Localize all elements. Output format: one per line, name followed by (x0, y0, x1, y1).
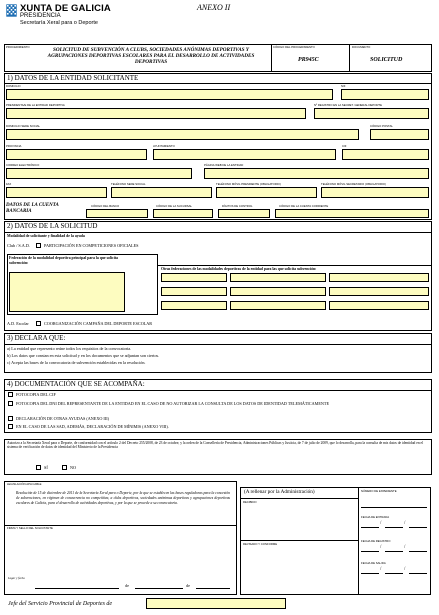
lugar-fecha-label: Lugar y fecha (8, 576, 25, 580)
ad-escolar-label: A.D. Escolar (7, 321, 29, 326)
proc-label: PROCEDIMIENTO (6, 45, 30, 49)
otras-federacion-3[interactable] (329, 273, 429, 282)
codigo-sucursal-label: CÓDIGO DE LA SUCURSAL (156, 204, 193, 208)
ayuntamiento-label: AYUNTAMIENTO (153, 144, 175, 148)
tel-presidente-input[interactable] (216, 187, 317, 198)
fecha-registro-slash1: / (380, 545, 382, 550)
otras-federacion-4[interactable] (161, 287, 227, 296)
fax-input[interactable] (6, 187, 107, 198)
federacion-label: Federación de la modalidad deportiva principal para la que solicita subvención: (9, 256, 118, 265)
codigo-banco-input[interactable] (86, 209, 148, 218)
coorganizacion-checkbox[interactable] (36, 321, 41, 326)
autoriza-no-checkbox[interactable] (62, 465, 67, 470)
revisado-label: REVISADO Y CONFORME (243, 542, 278, 546)
numero-expediente-label: NÚMERO DE EXPEDIENTE (361, 489, 397, 493)
registro-label: Nº REGISTRO EN LA SECRET. GENERAL DEPORTE (314, 103, 383, 107)
fecha-registro-slash2: / (404, 545, 406, 550)
doc-minimis-label: EN EL CASO DE LAS SAD, ADEMÁS, DECLARACIÓN DE MÍNIMIS (ANEXO VIII). (16, 424, 169, 429)
mes-fill[interactable] (135, 588, 183, 589)
otras-federaciones-label: Otras federaciones de las modalidades deportivas de la entidad para las que solicita subvención: (161, 267, 317, 271)
code-label: CÓDIGO DEL PROCEDIMIENTO (273, 45, 315, 49)
fax-label: FAX (6, 182, 12, 186)
section4-title: 4) DOCUMENTACIÓN QUE SE ACOMPAÑA: (7, 380, 145, 388)
recibido-label: RECIBIDO (243, 500, 257, 504)
otras-federacion-6[interactable] (329, 287, 429, 296)
secretaria-label: Secretaría Xeral para o Deporte (20, 20, 98, 26)
autoriza-si-checkbox[interactable] (36, 465, 41, 470)
provincia-label: PROVINCIA (6, 144, 22, 148)
fecha-registro-fill[interactable] (361, 545, 427, 552)
codigo-sucursal-input[interactable] (153, 209, 213, 218)
fecha-entrada-slash2: / (404, 521, 406, 526)
fecha-salida-label: FECHA DE SALIDA (361, 561, 386, 565)
section2-title: 2) DATOS DE LA SOLICITUD (7, 222, 98, 230)
fecha-registro-label: FECHA DE REGISTRO (361, 539, 391, 543)
otras-federacion-9[interactable] (329, 301, 429, 310)
nif-input[interactable] (341, 89, 429, 100)
otras-federacion-1[interactable] (161, 273, 227, 282)
tel-presidente-label: TELÉFONO MÓVIL PRESIDENTE (OBLIGATORIO) (216, 182, 281, 186)
declara-a: a) La entidad que represento reúne todos los requisitos de la convocatoria. (7, 346, 132, 351)
otras-federacion-5[interactable] (230, 287, 326, 296)
participacion-label: PARTICIPACIÓN EN COMPETICIONES OFICIALES (44, 243, 139, 248)
lugar-fill[interactable] (35, 588, 119, 589)
declara-c: c) Acepta las bases de la convocatoria de subvención establecidas en la resolución. (7, 360, 146, 365)
fecha-de2: de (186, 583, 190, 588)
doc-minimis-checkbox[interactable] (8, 424, 13, 429)
provincia-input[interactable] (6, 149, 147, 160)
numero-expediente-fill[interactable] (361, 507, 427, 508)
cuenta-label: DATOS DE LA CUENTA BANCARIA (6, 203, 59, 214)
tel-secretario-input[interactable] (321, 187, 429, 198)
domicilio-input[interactable] (6, 89, 333, 100)
ayuntamiento-input[interactable] (153, 149, 336, 160)
codigo-banco-label: CÓDIGO DEL BANCO (91, 204, 120, 208)
fecha-salida-slash1: / (380, 567, 382, 572)
cif-input[interactable] (342, 149, 429, 160)
xunta-logo (6, 4, 17, 17)
registro-input[interactable] (314, 108, 429, 119)
doc-dni-label: FOTOCOPIA DEL DNI DEL REPRESENTANTE DE LA ENTIDAD EN EL CASO DE NO AUTORIZAR LA CONSULTA DE LOS DATOS DE IDENTIDAD TELEMÁTICAMENTE (16, 401, 330, 406)
coorganizacion-label: COORGANIZACIÓN CAMPAÑA DEL DEPORTE ESCOLAR (44, 321, 153, 326)
procedure-code: PR945C (298, 57, 319, 63)
document-type: SOLICITUD (370, 57, 403, 63)
fecha-salida-fill[interactable] (361, 567, 427, 574)
participacion-checkbox[interactable] (36, 243, 41, 248)
xunta-shield-icon (6, 4, 17, 17)
fecha-de1: de (125, 583, 129, 588)
codigo-postal-label: CÓDIGO POSTAL (370, 124, 393, 128)
fecha-entrada-slash1: / (380, 521, 382, 526)
doc-otras-ayudas-checkbox[interactable] (8, 416, 13, 421)
tel-sede-input[interactable] (111, 187, 212, 198)
provincia-servicio-input[interactable] (146, 598, 286, 609)
legislacion-text: Resolución de 15 de diciembre de 2011 de la Secretaría Xeral para o Deporte, por la que se establecen las bases reguladoras para la concesión de subvenciones, en régimen de concurrencia no competitiva, a clubs deportivos, sociedades anónimas deportivas y agrupaciones deportivas escolares de Galicia, para el desarrollo de actividades deportivas, y por la que se procede a su convocatoria. (16, 491, 230, 505)
section3-title: 3) DECLARA QUE: (7, 334, 66, 342)
authorization-text: Autorizo a la Secretaría Xeral para o Deporte, de conformidad con el artículo 2 del Decreto 255/2008, de 23 de octubre, y la orden de la Consellería de Presidencia, Administraciones Públicas y Justicia, de 7 de julio de 2009, que lo desarrolla, para la consulta de mis datos de identidad en el sistema de verificación de datos de identidad del Ministerio de la Presidencia (7, 441, 424, 450)
cif-label: CIF (342, 144, 347, 148)
domicilio-label: DOMICILIO (6, 84, 21, 88)
correo-label: CORREO ELECTRÓNICO (6, 163, 40, 167)
doc-cif-label: FOTOCOPIA DEL CIF (16, 392, 56, 397)
doc-label: DOCUMENTO (352, 45, 371, 49)
presidencia-label: PRESIDENCIA (20, 13, 61, 19)
presidente-input[interactable] (6, 108, 306, 119)
federacion-principal-input[interactable] (9, 272, 125, 312)
digitos-control-label: DÍGITOS DE CONTROL (222, 204, 253, 208)
doc-dni-checkbox[interactable] (8, 401, 13, 406)
admin-label: (A rellenar por la Administración) (244, 489, 315, 495)
fecha-salida-slash2: / (404, 567, 406, 572)
codigo-postal-input[interactable] (370, 129, 429, 140)
firma-label: FIRMA Y SELLO DEL SOLICITANTE (7, 526, 53, 530)
codigo-cuenta-input[interactable] (275, 209, 429, 218)
otras-federacion-8[interactable] (230, 301, 326, 310)
correo-input[interactable] (6, 168, 192, 179)
pagina-web-input[interactable] (204, 168, 429, 179)
tel-secretario-label: TELÉFONO MÓVIL SECRETARIO (OBLIGATORIO) (321, 182, 386, 186)
modalidad-label: Modalidad de solicitante y finalidad de la ayuda (7, 234, 85, 238)
otras-federacion-2[interactable] (230, 273, 326, 282)
codigo-cuenta-label: CÓDIGO DE LA CUENTA CORRIENTE (279, 204, 329, 208)
autoriza-si-label: SÍ (44, 465, 48, 470)
ano-fill[interactable] (196, 588, 230, 589)
doc-otras-ayudas-label: DECLARACIÓN DE OTRAS AYUDAS (ANEXO III) (16, 416, 110, 421)
nif-label: NIF (341, 84, 346, 88)
procedure-title: SOLICITUD DE SUBVENCIÓN A CLUBS, SOCIEDADES ANÓNIMAS DEPORTIVAS Y AGRUPACIONES DEPORTIVAS ESCOLARES PARA EL DESARROLLO DE ACTIVIDADES DEPORTIVAS (47, 47, 255, 65)
jefe-servicio-label: Jefe del Servicio Provincial de Deportes de (8, 601, 113, 607)
logo-name: XUNTA DE GALICIA (20, 3, 111, 14)
fecha-entrada-fill[interactable] (361, 521, 427, 528)
admin-box (240, 487, 431, 595)
anexo-label: ANEXO II (197, 3, 231, 12)
fecha-entrada-label: FECHA DE ENTRADA (361, 515, 390, 519)
tel-sede-label: TELÉFONO SEDE SOCIAL (111, 182, 146, 186)
domicilio-social-label: DOMICILIO SEDE SOCIAL (6, 124, 41, 128)
presidencia-label: PRESIDENTA/E DE LA ENTIDAD DEPORTIVA (6, 103, 65, 107)
legislacion-label: LEGISLACIÓN APLICABLE (7, 482, 42, 486)
autoriza-no-label: NO (70, 465, 77, 470)
doc-cif-checkbox[interactable] (8, 392, 13, 397)
otras-federacion-7[interactable] (161, 301, 227, 310)
club-label: Club / S.A.D. (7, 243, 30, 248)
digitos-control-input[interactable] (218, 209, 270, 218)
declara-b: b) Los datos que constan en esta solicitud y en los documentos que se adjuntan son ciertos. (7, 353, 160, 358)
pagina-web-label: PÁGINA WEB DE LA ENTIDAD (204, 163, 244, 167)
section1-title: 1) DATOS DE LA ENTIDAD SOLICITANTE (7, 74, 139, 82)
domicilio-social-input[interactable] (6, 129, 359, 140)
